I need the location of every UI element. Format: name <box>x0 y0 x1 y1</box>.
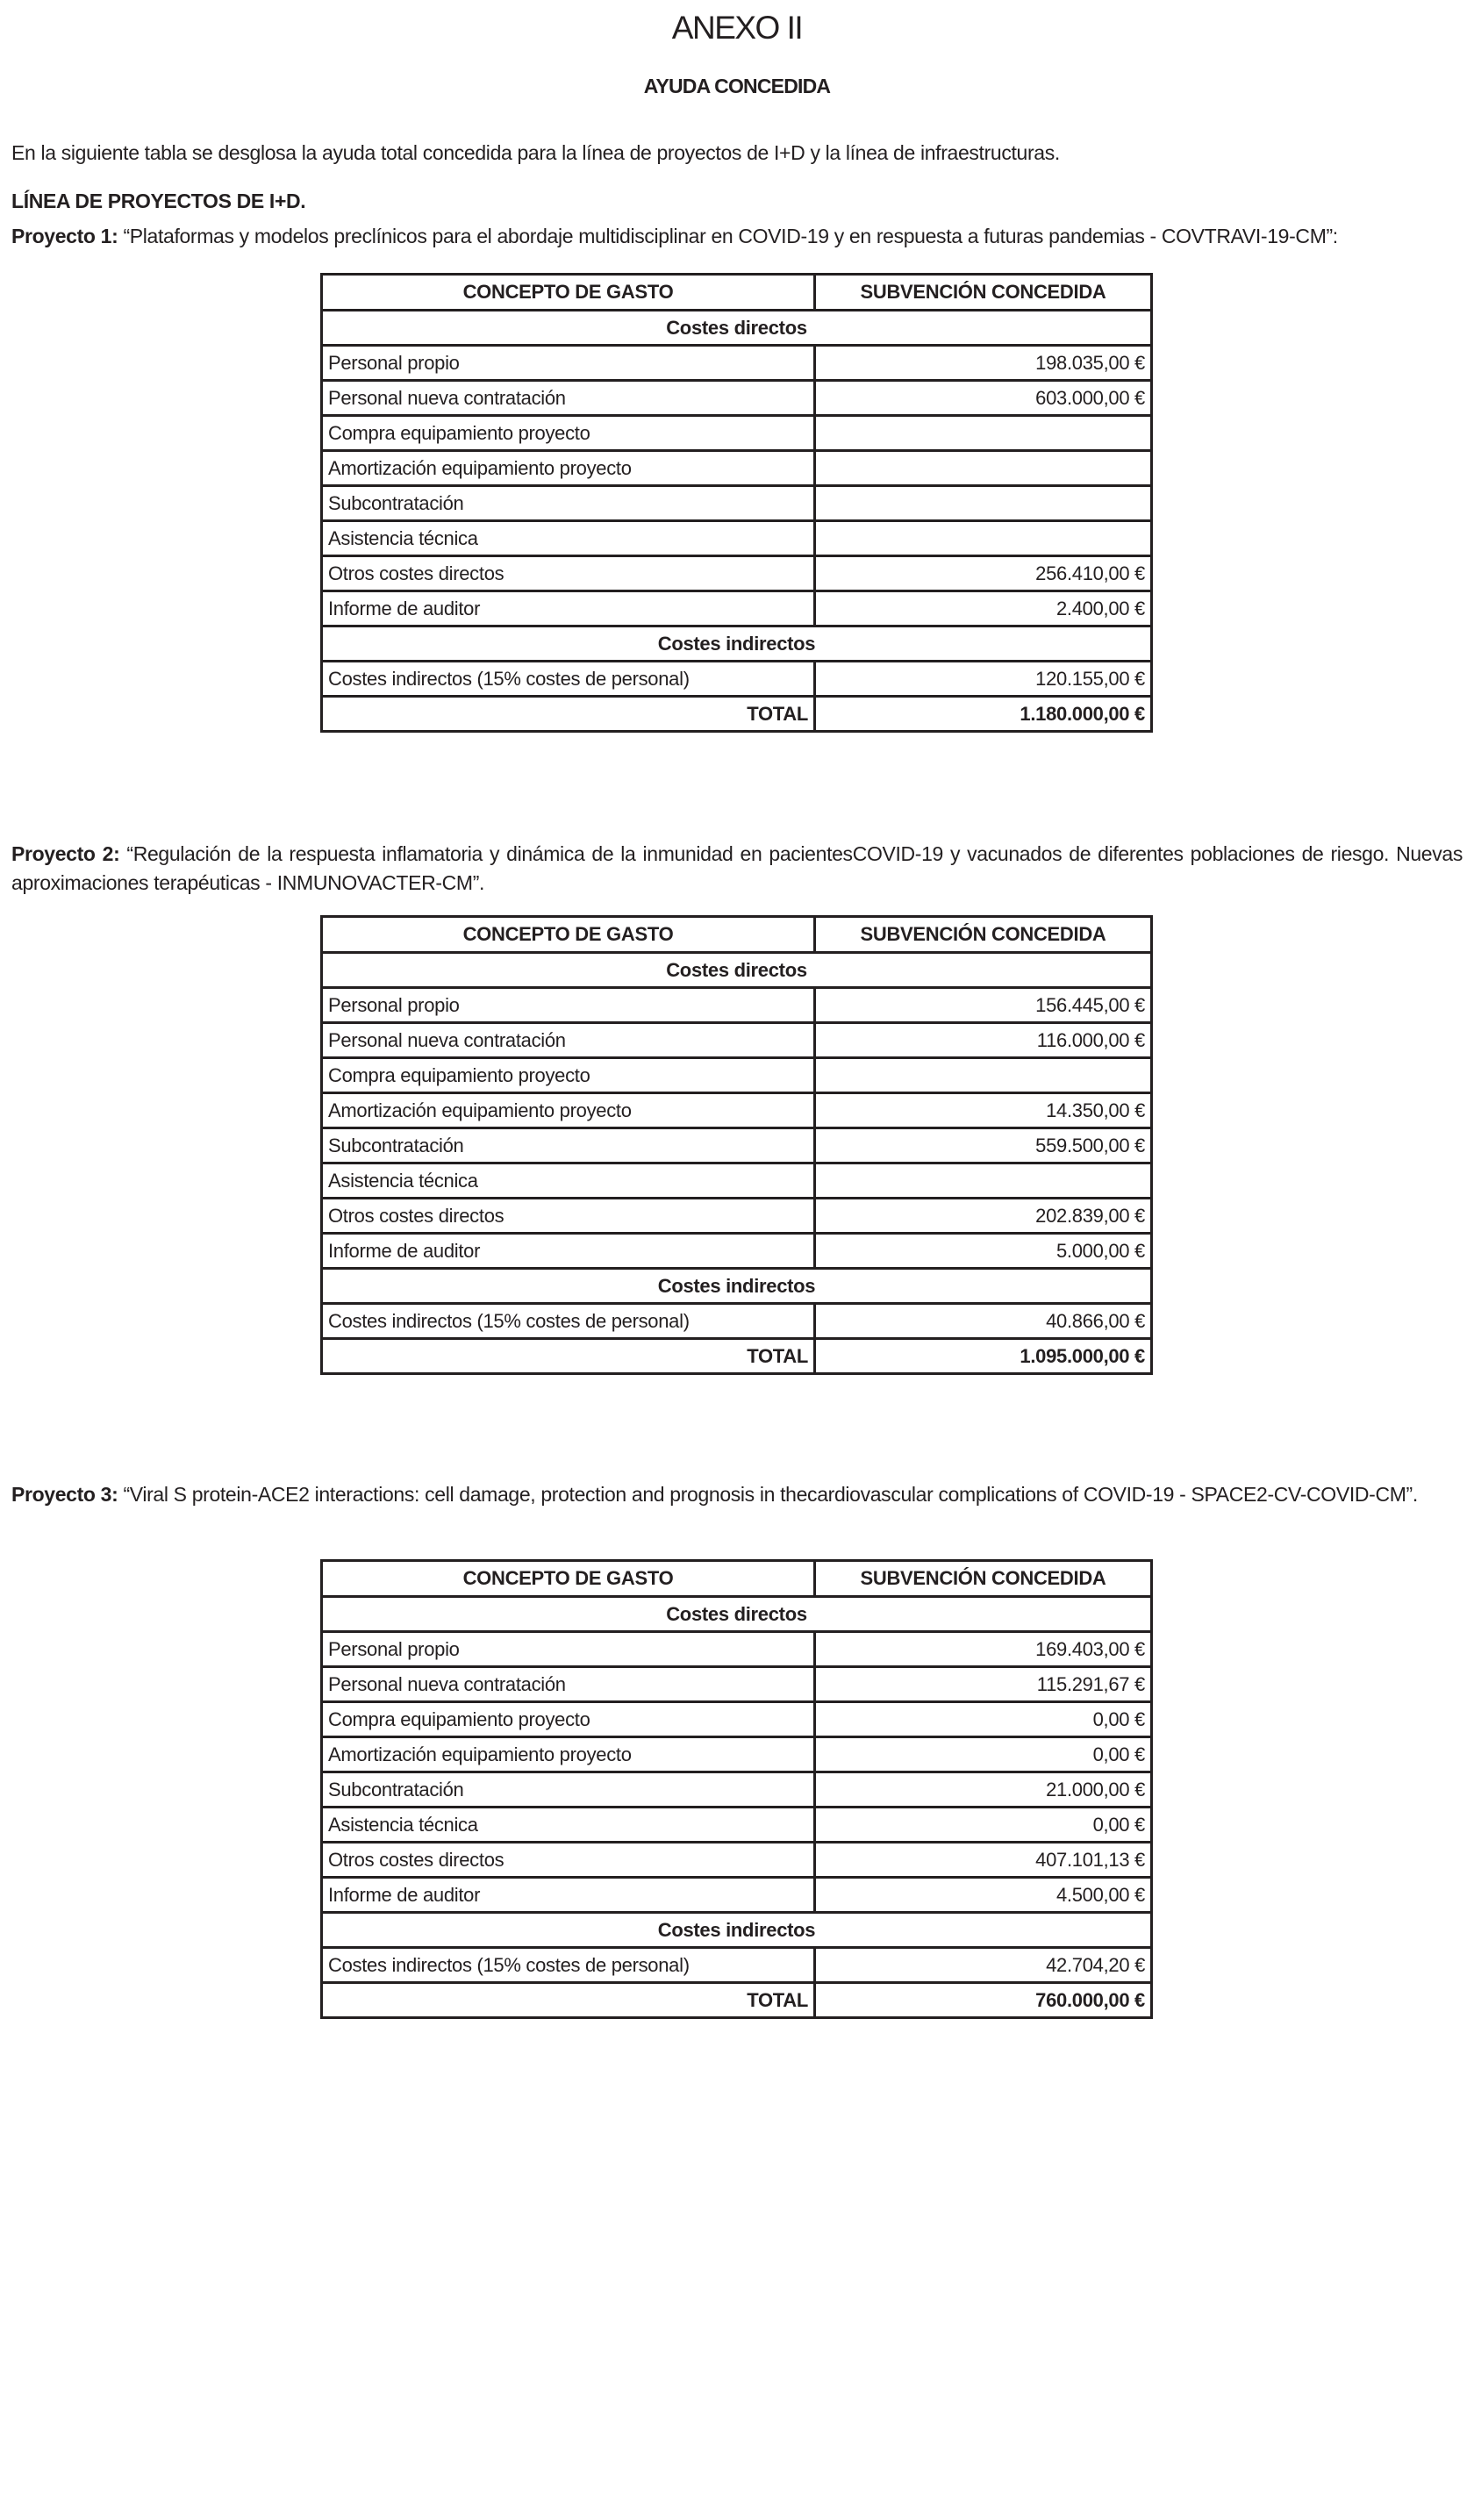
table-row <box>322 556 1152 591</box>
header-concept: CONCEPTO DE GASTO <box>322 275 815 311</box>
row-label: Subcontratación <box>322 486 815 521</box>
total-value: 1.180.000,00 € <box>815 697 1152 732</box>
section-row-direct <box>322 1597 1152 1632</box>
total-label: TOTAL <box>322 697 815 732</box>
total-row <box>322 1339 1152 1374</box>
row-label: Subcontratación <box>322 1128 815 1163</box>
row-label: Asistencia técnica <box>322 1163 815 1199</box>
project-2-budget-table <box>320 915 1153 1375</box>
row-value: 116.000,00 € <box>815 1023 1152 1058</box>
table-row <box>322 1843 1152 1878</box>
row-value: 2.400,00 € <box>815 591 1152 626</box>
project-3-label: Proyecto 3: <box>11 1483 118 1506</box>
row-value: 0,00 € <box>815 1808 1152 1843</box>
total-value: 1.095.000,00 € <box>815 1339 1152 1374</box>
row-value <box>815 521 1152 556</box>
table-row <box>322 1632 1152 1667</box>
row-value: 198.035,00 € <box>815 346 1152 381</box>
row-label: Compra equipamiento proyecto <box>322 1702 815 1737</box>
row-value <box>815 486 1152 521</box>
row-value <box>815 416 1152 451</box>
row-value: 169.403,00 € <box>815 1632 1152 1667</box>
total-row <box>322 697 1152 732</box>
row-label: Asistencia técnica <box>322 1808 815 1843</box>
row-value <box>815 1163 1152 1199</box>
section-direct-costs: Costes directos <box>322 953 1152 988</box>
row-label: Personal propio <box>322 1632 815 1667</box>
row-value: 559.500,00 € <box>815 1128 1152 1163</box>
table-row <box>322 1234 1152 1269</box>
row-value: 0,00 € <box>815 1737 1152 1772</box>
section-heading: LÍNEA DE PROYECTOS DE I+D. <box>11 190 306 212</box>
row-label: Asistencia técnica <box>322 521 815 556</box>
total-label: TOTAL <box>322 1983 815 2018</box>
row-value: 40.866,00 € <box>815 1304 1152 1339</box>
section-row-indirect <box>322 626 1152 662</box>
total-row <box>322 1983 1152 2018</box>
table-row <box>322 1304 1152 1339</box>
project-1-label: Proyecto 1: <box>11 225 118 247</box>
table-row <box>322 1023 1152 1058</box>
project-1-heading <box>11 222 1463 251</box>
row-value: 42.704,20 € <box>815 1948 1152 1983</box>
row-label: Amortización equipamiento proyecto <box>322 451 815 486</box>
total-label: TOTAL <box>322 1339 815 1374</box>
row-label: Compra equipamiento proyecto <box>322 416 815 451</box>
header-amount: SUBVENCIÓN CONCEDIDA <box>815 1561 1152 1597</box>
section-row-indirect <box>322 1913 1152 1948</box>
table-row <box>322 662 1152 697</box>
row-value: 202.839,00 € <box>815 1199 1152 1234</box>
row-value: 156.445,00 € <box>815 988 1152 1023</box>
header-amount: SUBVENCIÓN CONCEDIDA <box>815 275 1152 311</box>
project-2-heading <box>11 840 1463 898</box>
table-row <box>322 416 1152 451</box>
section-direct-costs: Costes directos <box>322 311 1152 346</box>
section-indirect-costs: Costes indirectos <box>322 626 1152 662</box>
table-row <box>322 591 1152 626</box>
row-label: Costes indirectos (15% costes de personal) <box>322 1948 815 1983</box>
row-label: Costes indirectos (15% costes de personal) <box>322 1304 815 1339</box>
project-2-description: “Regulación de la respuesta inflamatoria y dinámica de la inmunidad en pacientesCOVID-19 y vacunados de diferentes poblaciones de riesgo. Nuevas aproximaciones terapéuticas - INMUNOVACTER-CM”. <box>11 842 1463 894</box>
row-value: 407.101,13 € <box>815 1843 1152 1878</box>
table-row <box>322 381 1152 416</box>
section-indirect-costs: Costes indirectos <box>322 1913 1152 1948</box>
row-label: Otros costes directos <box>322 556 815 591</box>
header-concept: CONCEPTO DE GASTO <box>322 917 815 953</box>
row-label: Informe de auditor <box>322 1878 815 1913</box>
table-row <box>322 1737 1152 1772</box>
table-row <box>322 1702 1152 1737</box>
row-value: 256.410,00 € <box>815 556 1152 591</box>
section-row-indirect <box>322 1269 1152 1304</box>
table-row <box>322 486 1152 521</box>
row-label: Personal propio <box>322 988 815 1023</box>
section-direct-costs: Costes directos <box>322 1597 1152 1632</box>
project-3-description: “Viral S protein-ACE2 interactions: cell damage, protection and prognosis in thecardiovascular complications of COVID-19 - SPACE2-CV-COVID-CM”. <box>123 1483 1418 1506</box>
row-value: 603.000,00 € <box>815 381 1152 416</box>
row-value: 5.000,00 € <box>815 1234 1152 1269</box>
table-row <box>322 1772 1152 1808</box>
row-label: Personal propio <box>322 346 815 381</box>
table-row <box>322 1199 1152 1234</box>
row-label: Costes indirectos (15% costes de personal) <box>322 662 815 697</box>
section-row-direct <box>322 953 1152 988</box>
row-label: Informe de auditor <box>322 1234 815 1269</box>
table-row <box>322 1093 1152 1128</box>
row-label: Personal nueva contratación <box>322 1023 815 1058</box>
row-value: 0,00 € <box>815 1702 1152 1737</box>
header-amount: SUBVENCIÓN CONCEDIDA <box>815 917 1152 953</box>
row-label: Otros costes directos <box>322 1843 815 1878</box>
project-1-description: “Plataformas y modelos preclínicos para el abordaje multidisciplinar en COVID-19 y en respuesta a futuras pandemias - COVTRAVI-19-CM”: <box>123 225 1338 247</box>
table-header-row <box>322 275 1152 311</box>
row-value: 4.500,00 € <box>815 1878 1152 1913</box>
project-2-label: Proyecto 2: <box>11 842 120 865</box>
table-row <box>322 1128 1152 1163</box>
row-label: Informe de auditor <box>322 591 815 626</box>
row-label: Subcontratación <box>322 1772 815 1808</box>
table-row <box>322 346 1152 381</box>
table-row <box>322 521 1152 556</box>
row-value <box>815 451 1152 486</box>
total-value: 760.000,00 € <box>815 1983 1152 2018</box>
row-value: 120.155,00 € <box>815 662 1152 697</box>
row-label: Personal nueva contratación <box>322 381 815 416</box>
table-header-row <box>322 1561 1152 1597</box>
table-header-row <box>322 917 1152 953</box>
document-subtitle: AYUDA CONCEDIDA <box>643 75 831 97</box>
row-value: 115.291,67 € <box>815 1667 1152 1702</box>
table-row <box>322 1163 1152 1199</box>
intro-paragraph: En la siguiente tabla se desglosa la ayuda total concedida para la línea de proyectos de I+D y la línea de infraestructuras. <box>11 141 1060 164</box>
table-row <box>322 1948 1152 1983</box>
project-1-budget-table <box>320 273 1153 733</box>
project-3-heading <box>11 1480 1463 1509</box>
document-title: ANEXO II <box>671 10 803 46</box>
row-value: 14.350,00 € <box>815 1093 1152 1128</box>
row-label: Amortización equipamiento proyecto <box>322 1093 815 1128</box>
table-row <box>322 1058 1152 1093</box>
row-value: 21.000,00 € <box>815 1772 1152 1808</box>
project-3-budget-table <box>320 1559 1153 2019</box>
table-row <box>322 1878 1152 1913</box>
table-row <box>322 451 1152 486</box>
row-label: Otros costes directos <box>322 1199 815 1234</box>
row-value <box>815 1058 1152 1093</box>
row-label: Amortización equipamiento proyecto <box>322 1737 815 1772</box>
section-indirect-costs: Costes indirectos <box>322 1269 1152 1304</box>
table-row <box>322 1667 1152 1702</box>
table-row <box>322 1808 1152 1843</box>
row-label: Compra equipamiento proyecto <box>322 1058 815 1093</box>
header-concept: CONCEPTO DE GASTO <box>322 1561 815 1597</box>
row-label: Personal nueva contratación <box>322 1667 815 1702</box>
table-row <box>322 988 1152 1023</box>
section-row-direct <box>322 311 1152 346</box>
